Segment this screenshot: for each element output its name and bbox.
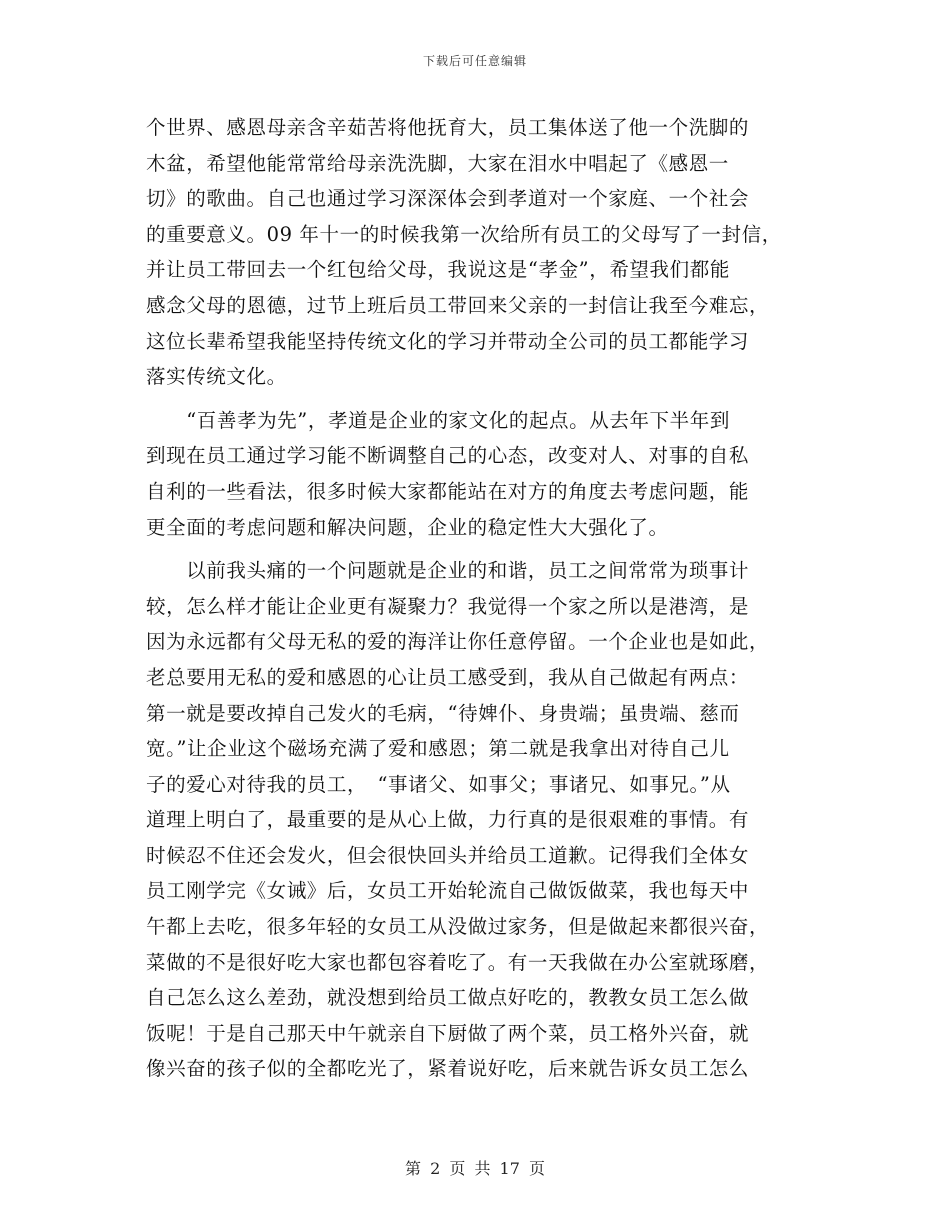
paragraph-2 (146, 403, 800, 545)
text-line: 以前我头痛的一个问题就是企业的和谐，员工之间常常为琐事计 (146, 559, 750, 583)
text-line: 个世界、感恩母亲含辛茹苦将他抚育大，员工集体送了他一个洗脚的 (146, 116, 750, 139)
text-line: 时候忍不住还会发火，但会很快回头并给员工道歉。记得我们全体女 (146, 843, 750, 867)
text-line: 自利的一些看法，很多时候大家都能站在对方的角度去考虑问题，能 (146, 479, 750, 503)
text-line: 老总要用无私的爱和感恩的心让员工感受到，我从自己做起有两点： (146, 665, 750, 689)
text-line: 员工刚学完《女诫》后，女员工开始轮流自己做饭做菜，我也每天中 (146, 879, 750, 903)
text-line: 饭呢！于是自己那天中午就亲自下厨做了两个菜，员工格外兴奋，就 (146, 1021, 750, 1045)
document-body (146, 110, 800, 1087)
page-number-footer: 第 2 页 共 17 页 (405, 1159, 545, 1178)
text-line: 的重要意义。09 年十一的时候我第一次给所有员工的父母写了一封信， (146, 222, 782, 246)
text-line: 子的爱心对待我的员工， “事诸父、如事父；事诸兄、如事兄。”从 (146, 772, 731, 796)
paragraph-3 (146, 553, 800, 1087)
text-line: “百善孝为先”，孝道是企业的家文化的起点。从去年下半年到 (146, 408, 730, 432)
page-header: 下载后可任意编辑 (422, 54, 527, 68)
text-line: 菜做的不是很好吃大家也都包容着吃了。有一天我做在办公室就琢磨， (146, 950, 770, 974)
text-line: 更全面的考虑问题和解决问题，企业的稳定性大大强化了。 (146, 515, 669, 539)
paragraph-1 (146, 110, 800, 395)
text-line: 并让员工带回去一个红包给父母，我说这是“孝金”，希望我们都能 (146, 258, 730, 282)
text-line: 到现在员工通过学习能不断调整自己的心态，改变对人、对事的自私 (146, 444, 750, 468)
text-line: 宽。”让企业这个磁场充满了爱和感恩；第二就是我拿出对待自己儿 (146, 737, 730, 761)
text-line: 感念父母的恩德，过节上班后员工带回来父亲的一封信让我至今难忘， (146, 293, 770, 317)
text-line: 午都上去吃，很多年轻的女员工从没做过家务，但是做起来都很兴奋， (146, 915, 770, 939)
text-line: 切》的歌曲。自己也通过学习深深体会到孝道对一个家庭、一个社会 (146, 187, 750, 211)
paragraph-gap (146, 395, 800, 403)
text-line: 道理上明白了，最重要的是从心上做，力行真的是很艰难的事情。有 (146, 808, 750, 832)
text-line: 较，怎么样才能让企业更有凝聚力？我觉得一个家之所以是港湾，是 (146, 594, 750, 618)
text-line: 像兴奋的孩子似的全都吃光了，紧着说好吃，后来就告诉女员工怎么 (146, 1057, 750, 1081)
paragraph-gap (146, 545, 800, 553)
text-line: 落实传统文化。 (146, 365, 287, 389)
text-line: 这位长辈希望我能坚持传统文化的学习并带动全公司的员工都能学习 (146, 329, 750, 353)
text-line: 因为永远都有父母无私的爱的海洋让你任意停留。一个企业也是如此， (146, 630, 770, 654)
text-line: 自己怎么这么差劲，就没想到给员工做点好吃的，教教女员工怎么做 (146, 986, 750, 1010)
text-line: 木盆，希望他能常常给母亲洗洗脚，大家在泪水中唱起了《感恩一 (146, 151, 729, 175)
text-line: 第一就是要改掉自己发火的毛病，“待婢仆、身贵端；虽贵端、慈而 (146, 701, 740, 725)
